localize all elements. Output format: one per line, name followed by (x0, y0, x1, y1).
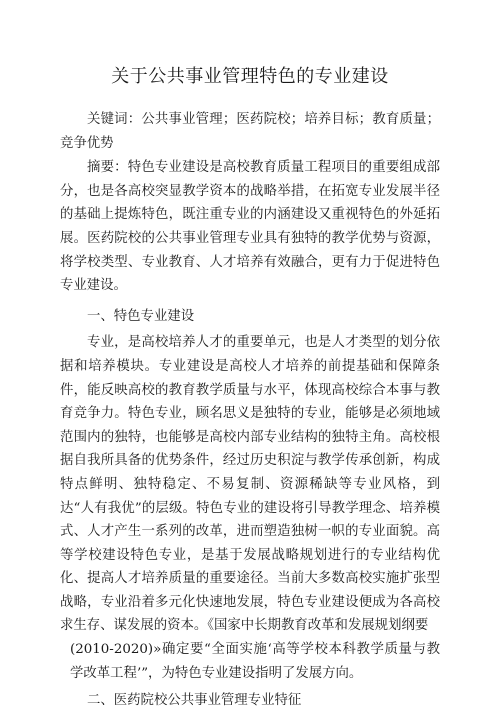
section-heading-1: 一、特色专业建设 (87, 308, 195, 324)
document-title: 关于公共事业管理特色的专业建设 (111, 66, 389, 87)
section-heading-2: 二、医药院校公共事业管理专业特征 (87, 693, 302, 709)
document-body (60, 108, 440, 716)
section-1-reference: (2010-2020)»确定要“全面实施‘高等学校本科教学质量与教学改革工程’”，为特色专业建设指明了发展方向。 (70, 642, 440, 681)
abstract-paragraph: 摘要：特色专业建设是高校教育质量工程项目的重要组成部分，也是各高校突显教学资本的战略举措，在拓宽专业发展半径的基础上提炼特色，既注重专业的内涵建设又重视特色的外延拓展。医药院校的公共事业管理专业具有独特的教学优势与资源，将学校类型、专业教育、人才培养有效融合，更有力于促进特色专业建设。 (60, 160, 440, 294)
section-1-paragraph: 专业，是高校培养人才的重要单元，也是人才类型的划分依据和培养模块。专业建设是高校人才培养的前提基础和保障条件，能反映高校的教育教学质量与水平，体现高校综合本事与教育竞争力。特色专业，顾名思义是独特的专业，能够是必须地域范围内的独特，也能够是高校内部专业结构的独特主角。高校根据自我所具备的优势条件，经过历史积淀与教学传承创新，构成特点鲜明、独特稳定、不易复制、资源稀缺等专业风格，到达“人有我优”的层级。特色专业的建设将引导教学理念、培养模式、人才产生一系列的改革，进而塑造独树一帜的专业面貌。高等学校建设特色专业，是基于发展战略规划进行的专业结构优化、提高人才培养质量的重要途径。当前大多数高校实施扩张型战略，专业沿着多元化快速地发展，特色专业建设便成为各高校求生存、谋发展的资本。《国家中长期教育改革和发展规划纲要 (60, 335, 440, 634)
keywords-paragraph: 关键词：公共事业管理；医药院校；培养目标；教育质量；竞争优势 (60, 112, 440, 151)
